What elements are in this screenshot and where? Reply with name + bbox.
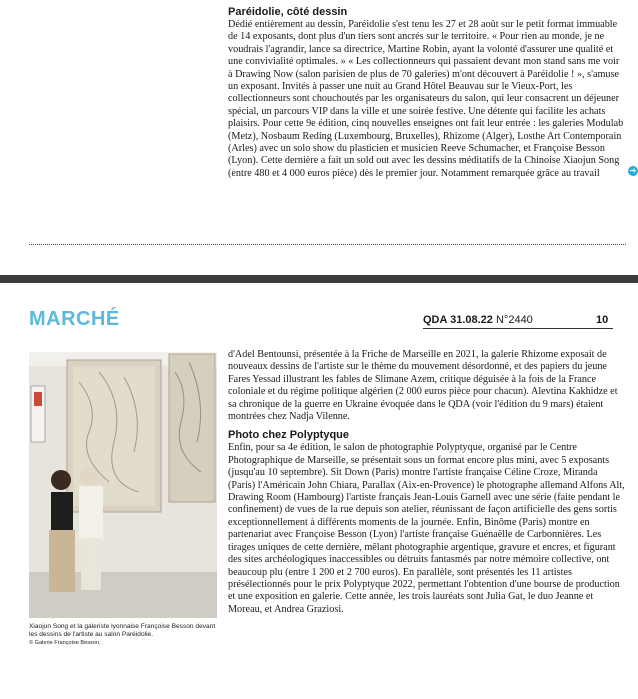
bottom-article [228, 349, 626, 616]
top-article [228, 6, 637, 180]
issue-label: QDA 31.08.22 [423, 314, 493, 326]
dotted-divider [29, 244, 626, 245]
continue-arrow-icon[interactable]: ➔ [629, 166, 637, 176]
article-heading: Paréidolie, côté dessin [228, 6, 348, 18]
section-title: MARCHÉ [29, 308, 120, 330]
continuation-text: d'Adel Bentounsi, présentée à la Friche de Marseille en 2021, la galerie Rhizome exposait de nouveaux dessins de l'artiste sur le thème du mouvement désordonné, et des papiers du jeune Fares Yessad illustrant les fables de Slimane Azem, critique déguisée à la fois de la France coloniale et du régime politique algérien (2 000 euros pièce pour chacun). Alevtina Kakhidze et sa chronique de la guerre en Ukraine évoquée dans le QDA (voir l'édition du 9 mars) étaient montrées chez Nadja Vilenne. [228, 349, 618, 423]
issue-number: N°2440 [495, 314, 533, 326]
header-rule [423, 328, 613, 329]
subsection-heading: Photo chez Polyptyque [228, 429, 350, 442]
caption-text: Xiaojun Song et la galeriste lyonnaise Françoise Besson devant les dessins de l'artiste au salon Paréidolie. [29, 623, 216, 638]
photo-illustration [29, 352, 217, 618]
gallery-photo [29, 352, 217, 618]
photo-credit: © Galerie Françoise Besson. [29, 640, 101, 646]
issue-info [423, 314, 533, 326]
article-body: Dédié entièrement au dessin, Paréidolie s'est tenu les 27 et 28 août sur le petit format immuable de 14 exposants, dont plus d'un tiers sont ancrés sur le territoire. « Pour rien au monde, je ne voudrais l'agrandir, lance sa directrice, Martine Robin, ayant la volonté d'assurer une qualité et une convivialité optimales. » « Les collectionneurs qui passaient devant mon stand sans me voir à Drawing Now (salon parisien de plus de 70 galeries) m'ont découvert à Paréidolie ! », s'amuse un exposant. Invités à passer une nuit au Grand Hôtel Beauvau sur le Vieux-Port, les collectionneurs sont chouchoutés par les organisateurs du salon, qui leur consacrent un déjeuner spécial, un parcours VIP dans la ville et une soirée festive. Une détente qui facilite les achats plaisirs. Pour cette 9e édition, cinq nouvelles enseignes ont fait leur entrée : les galeries Modulab (Metz), Nosbaum Reding (Luxembourg, Bruxelles), Rhizome (Alger), Losthe Art Contemporain (Arles) avec un solo show du plasticien et musicien Reeve Schumacher, et Françoise Besson (Lyon). Cette dernière a fait un sold out avec les dessins méditatifs de la Chinoise Xiaojun Song (entre 480 et 4 000 euros pièce) dès le premier jour. Notamment remarquée grâce au travail [228, 19, 624, 179]
page-band [0, 275, 638, 283]
page-number: 10 [596, 314, 609, 326]
photo-caption [29, 623, 219, 647]
subsection-body: Enfin, pour sa 4e édition, le salon de photographie Polyptyque, organisé par le Centre Photographique de Marseille, se présentait sous un format encore plus mini, avec 5 exposants (jusqu'au 10 septembre). Sit Down (Paris) montre l'artiste française Céline Croze, Miranda (Paris) l'Américain John Chiara, Parallax (Aix-en-Provence) le photographe allemand Alfons Alt, Drawing Room (Hambourg) l'artiste français Jean-Louis Garnell avec une série (faite pendant le confinement) de vues de la rue depuis son atelier, réunissant de façon artificielle des gens sortis exceptionnellement à différents moments de la journée. Enfin, Binôme (Paris) montre en partenariat avec Françoise Besson (Lyon) l'artiste française Guénaëlle de Carbonnières. Les tirages uniques de cette dernière, mêlant photographie argentique, gravure et encres, et figurant des sites archéologiques inaccessibles ou détruits fantasmés par notre mémoire collective, ont beaucoup plu (entre 1 200 et 2 700 euros). En parallèle, sont présentés les 11 artistes présélectionnés pour le prix Polyptyque 2022, permettant l'obtention d'une bourse de production et une exposition en galerie. Cette année, les trois lauréats sont Julia Gat, le duo Jeanne et Moreau, et Andrea Graziosi. [228, 442, 625, 615]
